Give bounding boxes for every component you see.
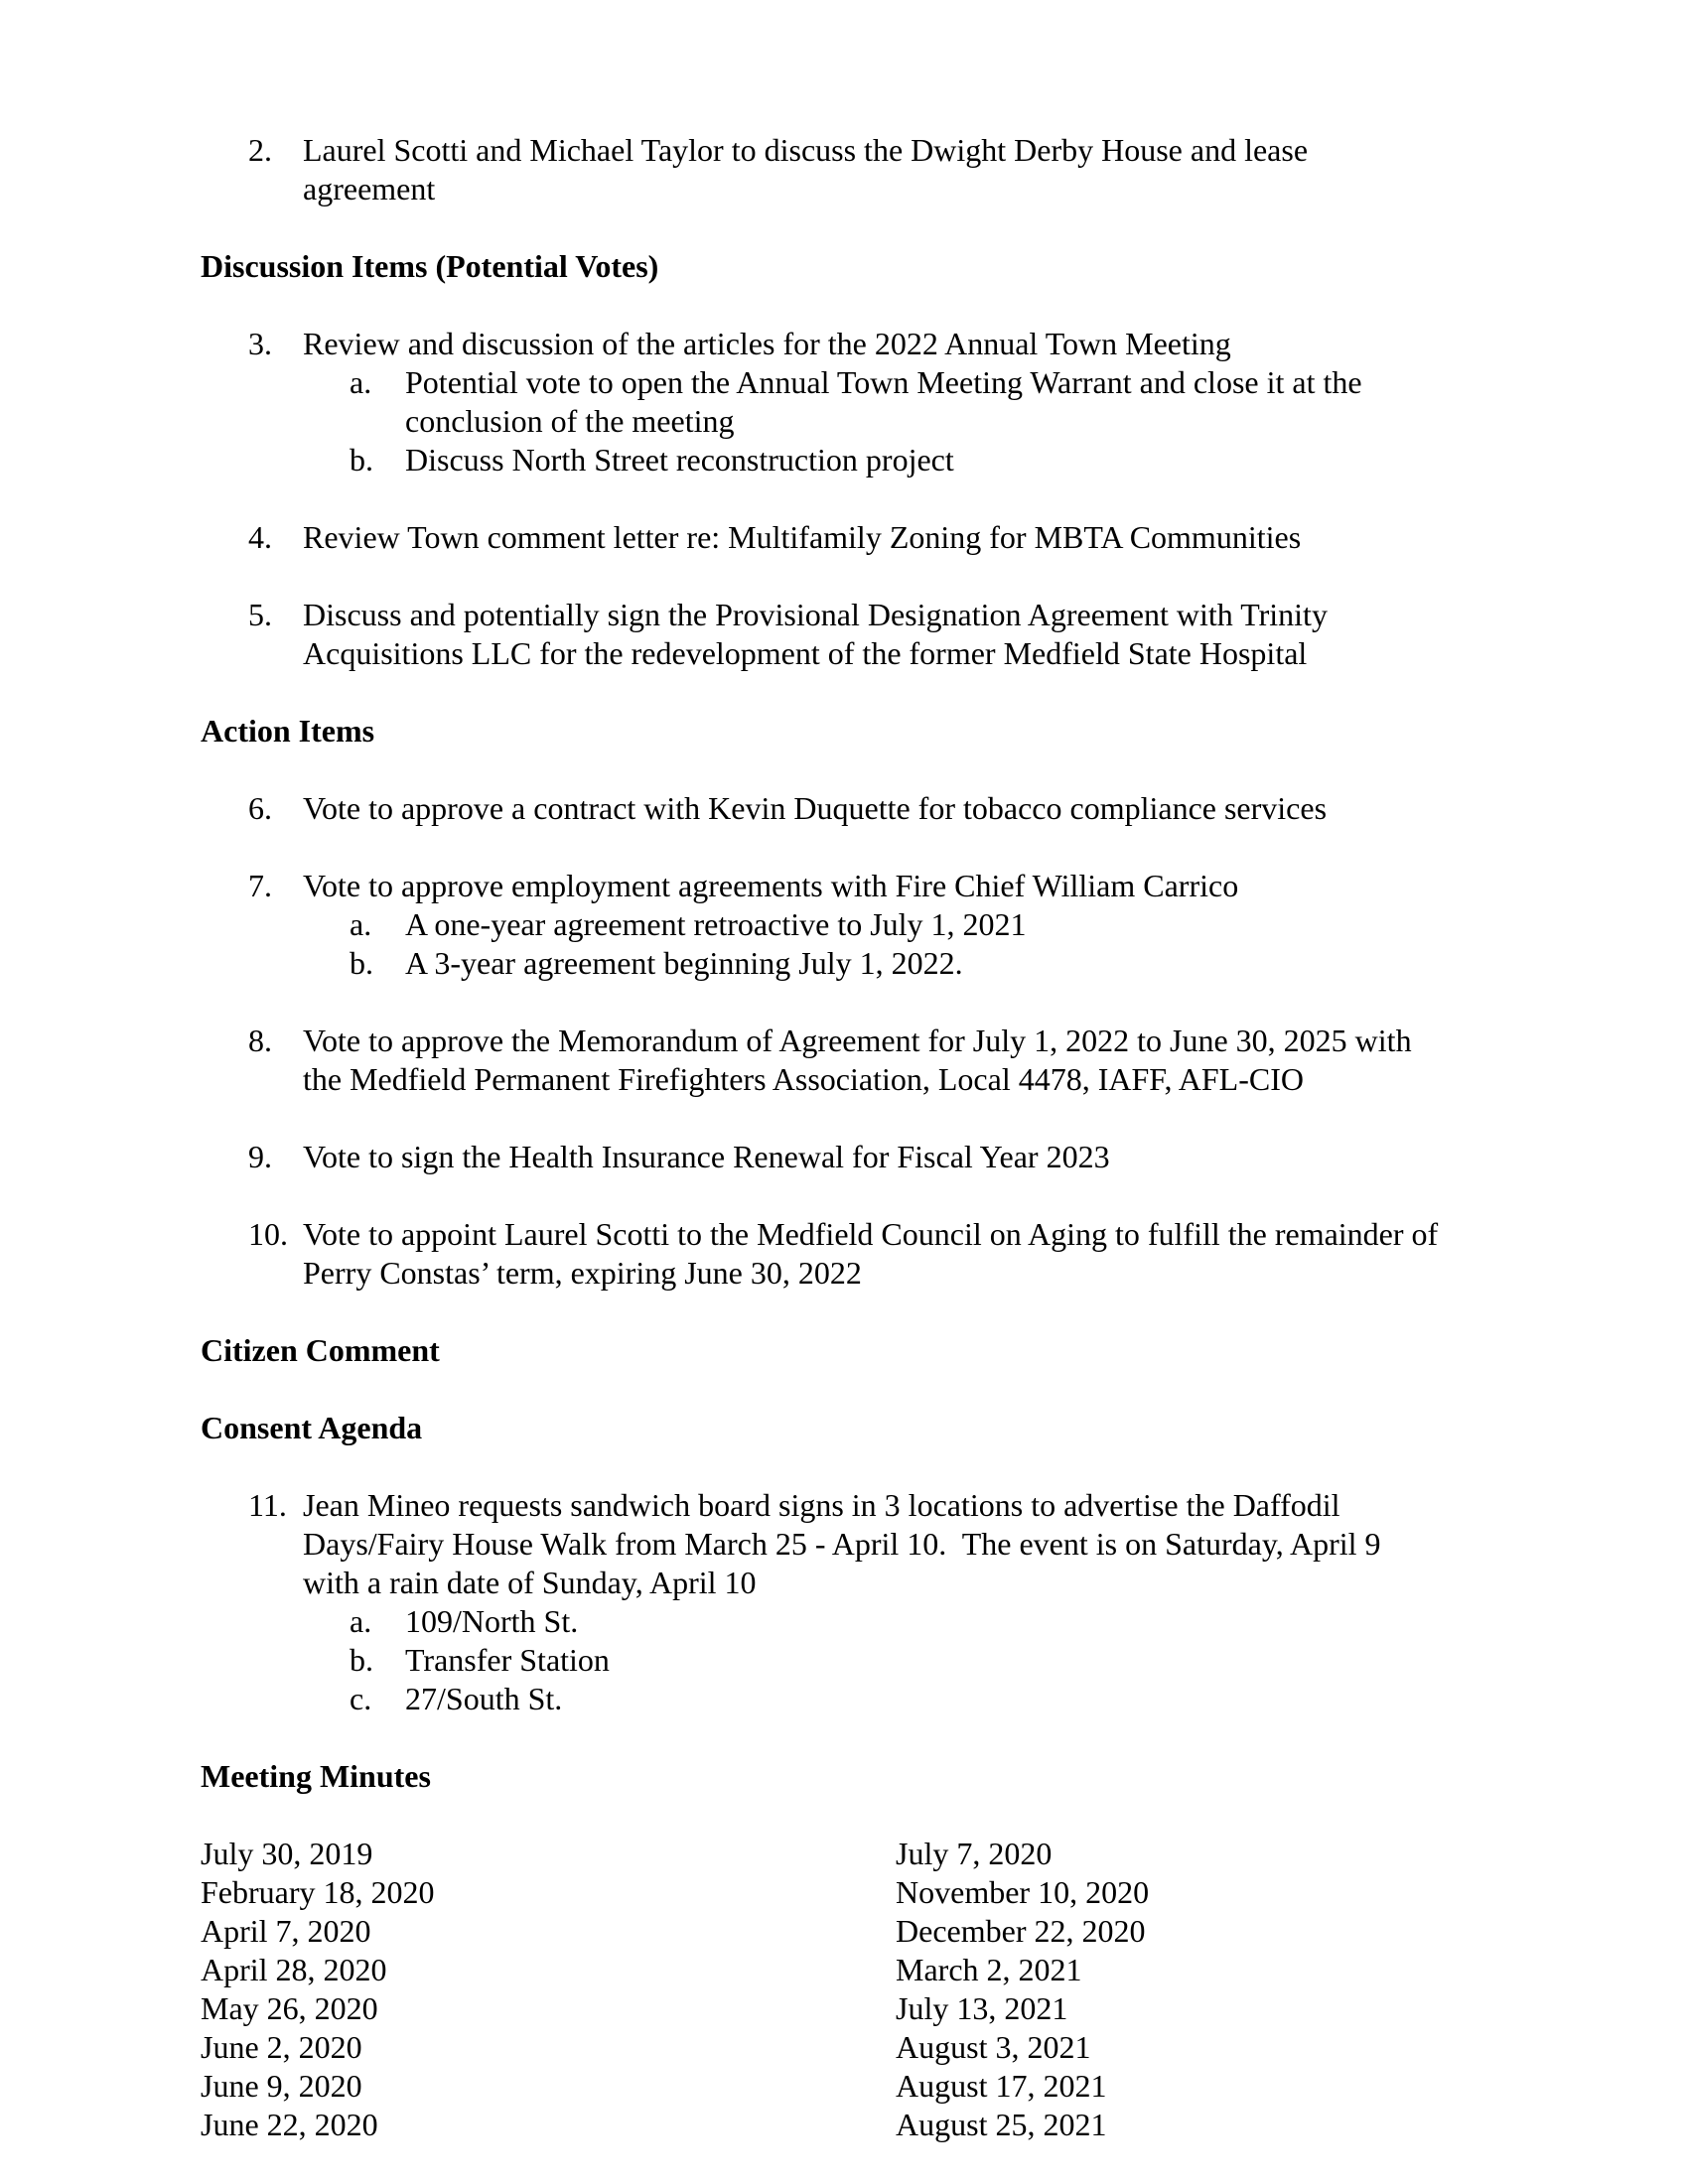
item-number: 10.	[248, 1216, 288, 1252]
sub-item-letter: b.	[350, 442, 373, 478]
section-heading: Action Items	[201, 713, 375, 749]
minutes-date: December 22, 2020	[896, 1913, 1146, 1949]
item-line: A one-year agreement retroactive to July 1, 2021	[405, 906, 1027, 942]
sub-item	[201, 944, 1688, 983]
item-line: Vote to approve the Memorandum of Agreement for July 1, 2022 to June 30, 2025 with	[303, 1023, 1412, 1058]
item-line: Review Town comment letter re: Multifamily Zoning for MBTA Communities	[303, 519, 1302, 555]
item-line: Days/Fairy House Walk from March 25 - April 10. The event is on Saturday, April 9	[303, 1526, 1381, 1562]
minutes-date: April 7, 2020	[201, 1913, 371, 1949]
item-line: conclusion of the meeting	[405, 403, 735, 439]
item-line: the Medfield Permanent Firefighters Association, Local 4478, IAFF, AFL-CIO	[303, 1061, 1304, 1097]
item-number: 6.	[248, 790, 272, 826]
document-content	[201, 131, 1688, 2144]
minutes-date: June 9, 2020	[201, 2068, 362, 2104]
minutes-date: June 22, 2020	[201, 2107, 378, 2142]
item-line: Review and discussion of the articles for the 2022 Annual Town Meeting	[303, 326, 1231, 361]
item-line: 27/South St.	[405, 1681, 563, 1716]
agenda-item	[201, 131, 1688, 208]
sub-item	[201, 1602, 1688, 1641]
sub-item-letter: b.	[350, 1642, 373, 1678]
item-line: Acquisitions LLC for the redevelopment of the former Medfield State Hospital	[303, 635, 1308, 671]
item-number: 3.	[248, 326, 272, 361]
sub-item-letter: a.	[350, 1603, 372, 1639]
item-number: 11.	[248, 1487, 287, 1523]
item-line: Vote to appoint Laurel Scotti to the Medfield Council on Aging to fulfill the remainder of	[303, 1216, 1439, 1252]
item-number: 4.	[248, 519, 272, 555]
agenda-item	[201, 1022, 1688, 1099]
item-line: Transfer Station	[405, 1642, 610, 1678]
item-line: 109/North St.	[405, 1603, 579, 1639]
sub-item-letter: c.	[350, 1681, 372, 1716]
section-heading: Consent Agenda	[201, 1410, 423, 1445]
minutes-date: May 26, 2020	[201, 1990, 378, 2026]
sub-item-letter: a.	[350, 906, 372, 942]
agenda-item	[201, 789, 1688, 828]
item-line: Vote to approve employment agreements with Fire Chief William Carrico	[303, 868, 1239, 903]
item-line: Potential vote to open the Annual Town Meeting Warrant and close it at the	[405, 364, 1362, 400]
minutes-date: November 10, 2020	[896, 1874, 1150, 1910]
item-line: Perry Constas’ term, expiring June 30, 2022	[303, 1255, 862, 1291]
minutes-date: July 13, 2021	[896, 1990, 1068, 2026]
sub-item	[201, 905, 1688, 944]
item-number: 8.	[248, 1023, 272, 1058]
dates-column-right	[896, 1835, 1149, 2144]
minutes-date: August 17, 2021	[896, 2068, 1107, 2104]
item-line: A 3-year agreement beginning July 1, 2022.	[405, 945, 963, 981]
agenda-item	[201, 596, 1688, 673]
item-line: with a rain date of Sunday, April 10	[303, 1565, 757, 1600]
sub-item	[201, 441, 1688, 479]
agenda-item	[201, 1215, 1688, 1293]
sub-item	[201, 1680, 1688, 1718]
minutes-date: July 7, 2020	[896, 1836, 1053, 1871]
minutes-date: July 30, 2019	[201, 1836, 373, 1871]
sub-item	[201, 363, 1688, 441]
minutes-date: March 2, 2021	[896, 1952, 1082, 1987]
item-line: Laurel Scotti and Michael Taylor to discuss the Dwight Derby House and lease	[303, 132, 1309, 168]
agenda-item	[201, 325, 1688, 363]
sub-item	[201, 1641, 1688, 1680]
sub-item-letter: b.	[350, 945, 373, 981]
minutes-date: August 3, 2021	[896, 2029, 1091, 2065]
section-heading: Citizen Comment	[201, 1332, 440, 1368]
meeting-minutes-dates	[201, 1835, 1688, 2144]
agenda-item	[201, 1138, 1688, 1176]
agenda-item	[201, 1486, 1688, 1602]
agenda-item	[201, 867, 1688, 905]
item-line: Vote to sign the Health Insurance Renewal for Fiscal Year 2023	[303, 1139, 1110, 1174]
sub-item-letter: a.	[350, 364, 372, 400]
section-heading: Meeting Minutes	[201, 1758, 431, 1794]
minutes-date: April 28, 2020	[201, 1952, 387, 1987]
minutes-date: August 25, 2021	[896, 2107, 1107, 2142]
item-number: 7.	[248, 868, 272, 903]
agenda-item	[201, 518, 1688, 557]
item-number: 2.	[248, 132, 272, 168]
item-line: Discuss and potentially sign the Provisional Designation Agreement with Trinity	[303, 597, 1328, 632]
item-line: Jean Mineo requests sandwich board signs in 3 locations to advertise the Daffodil	[303, 1487, 1340, 1523]
item-number: 5.	[248, 597, 272, 632]
item-line: Discuss North Street reconstruction project	[405, 442, 954, 478]
item-line: Vote to approve a contract with Kevin Duquette for tobacco compliance services	[303, 790, 1328, 826]
minutes-date: June 2, 2020	[201, 2029, 362, 2065]
item-number: 9.	[248, 1139, 272, 1174]
item-line: agreement	[303, 171, 436, 206]
minutes-date: February 18, 2020	[201, 1874, 435, 1910]
section-heading: Discussion Items (Potential Votes)	[201, 248, 659, 284]
